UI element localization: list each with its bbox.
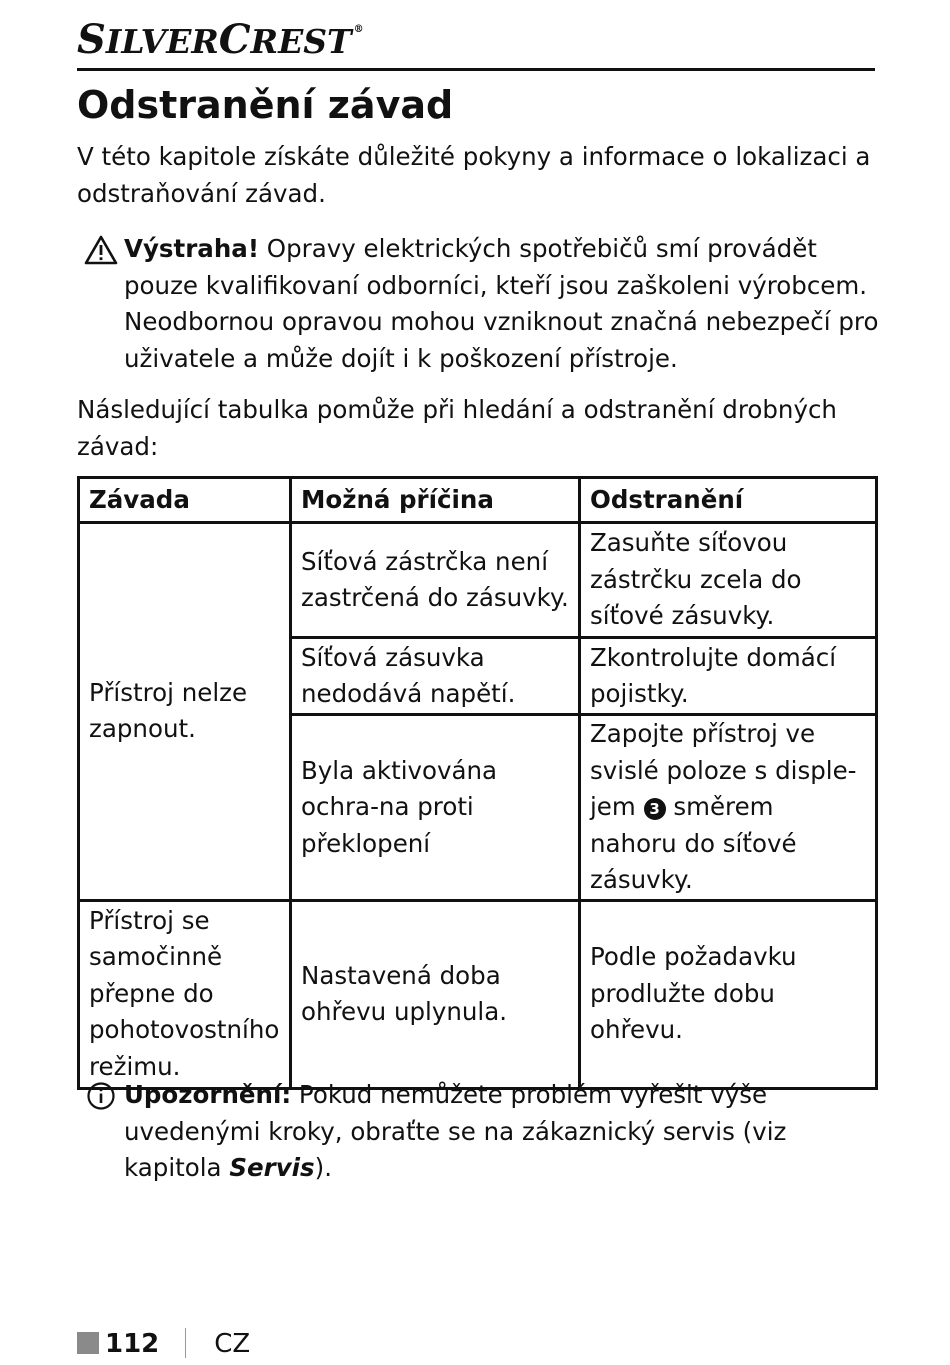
warning-label: Výstraha! xyxy=(124,234,259,263)
cause-cell: Nastavená doba ohřevu uplynula. xyxy=(291,900,580,1088)
warning-triangle-icon xyxy=(84,235,118,265)
header-cause: Možná příčina xyxy=(291,478,580,523)
page-title: Odstranění závad xyxy=(77,83,454,127)
display-number-badge: 3 xyxy=(644,798,666,820)
fault-cell: Přístroj nelze zapnout. xyxy=(79,523,291,901)
footer-divider xyxy=(185,1328,186,1358)
warning-text: Opravy elektrických spotřebičů smí provádět pouze kvalifikovaní odborníci, kteří jsou zaškoleni výrobcem. Neodbornou opravou mohou vzniknout značná nebezpečí pro uživatele a může dojít i k poškození přístroje. xyxy=(124,234,879,373)
fault-cell: Přístroj se samočinně přepne do pohotovostního režimu. xyxy=(79,900,291,1088)
remedy-cell: Podle požadavku prodlužte dobu ohřevu. xyxy=(580,900,877,1088)
cause-cell: Síťová zástrčka není zastrčená do zásuvky. xyxy=(291,523,580,638)
intro-paragraph: V této kapitole získáte důležité pokyny a informace o lokalizaci a odstraňování závad. xyxy=(77,142,871,208)
header-fault: Závada xyxy=(79,478,291,523)
remedy-cell: Zasuňte síťovou zástrčku zcela do síťové zásuvky. xyxy=(580,523,877,638)
brand-logo: SILVERCREST ® xyxy=(77,16,364,63)
remedy-cell: Zkontrolujte domácí pojistky. xyxy=(580,638,877,715)
table-row xyxy=(79,523,877,638)
warning-note xyxy=(124,231,884,377)
notice-label: Upozornění: xyxy=(124,1080,292,1109)
page-number: 112 xyxy=(105,1329,160,1359)
cause-cell: Síťová zásuvka nedodává napětí. xyxy=(291,638,580,715)
lead-paragraph: Následující tabulka pomůže při hledání a odstranění drobných závad: xyxy=(77,395,837,461)
header-remedy: Odstranění xyxy=(580,478,877,523)
servis-chapter-ref: Servis xyxy=(229,1153,315,1182)
table-row xyxy=(79,900,877,1088)
table-header-row xyxy=(79,478,877,523)
cause-cell: Byla aktivována ochra-na proti překlopení xyxy=(291,715,580,901)
info-circle-icon xyxy=(84,1081,118,1111)
page-footer xyxy=(77,1326,250,1362)
footer-square-icon xyxy=(77,1332,99,1354)
remedy-cell: Zapojte přístroj ve svislé poloze s disple-jem 3 směrem nahoru do síťové zásuvky. xyxy=(580,715,877,901)
troubleshooting-table xyxy=(77,476,878,1090)
notice-note: Upozornění: Pokud nemůžete problém vyřešit výše uvedenými kroky, obraťte se na zákaznický servis (viz kapitola Servis). xyxy=(124,1077,884,1187)
header-rule xyxy=(77,68,875,71)
language-code: CZ xyxy=(214,1329,251,1359)
